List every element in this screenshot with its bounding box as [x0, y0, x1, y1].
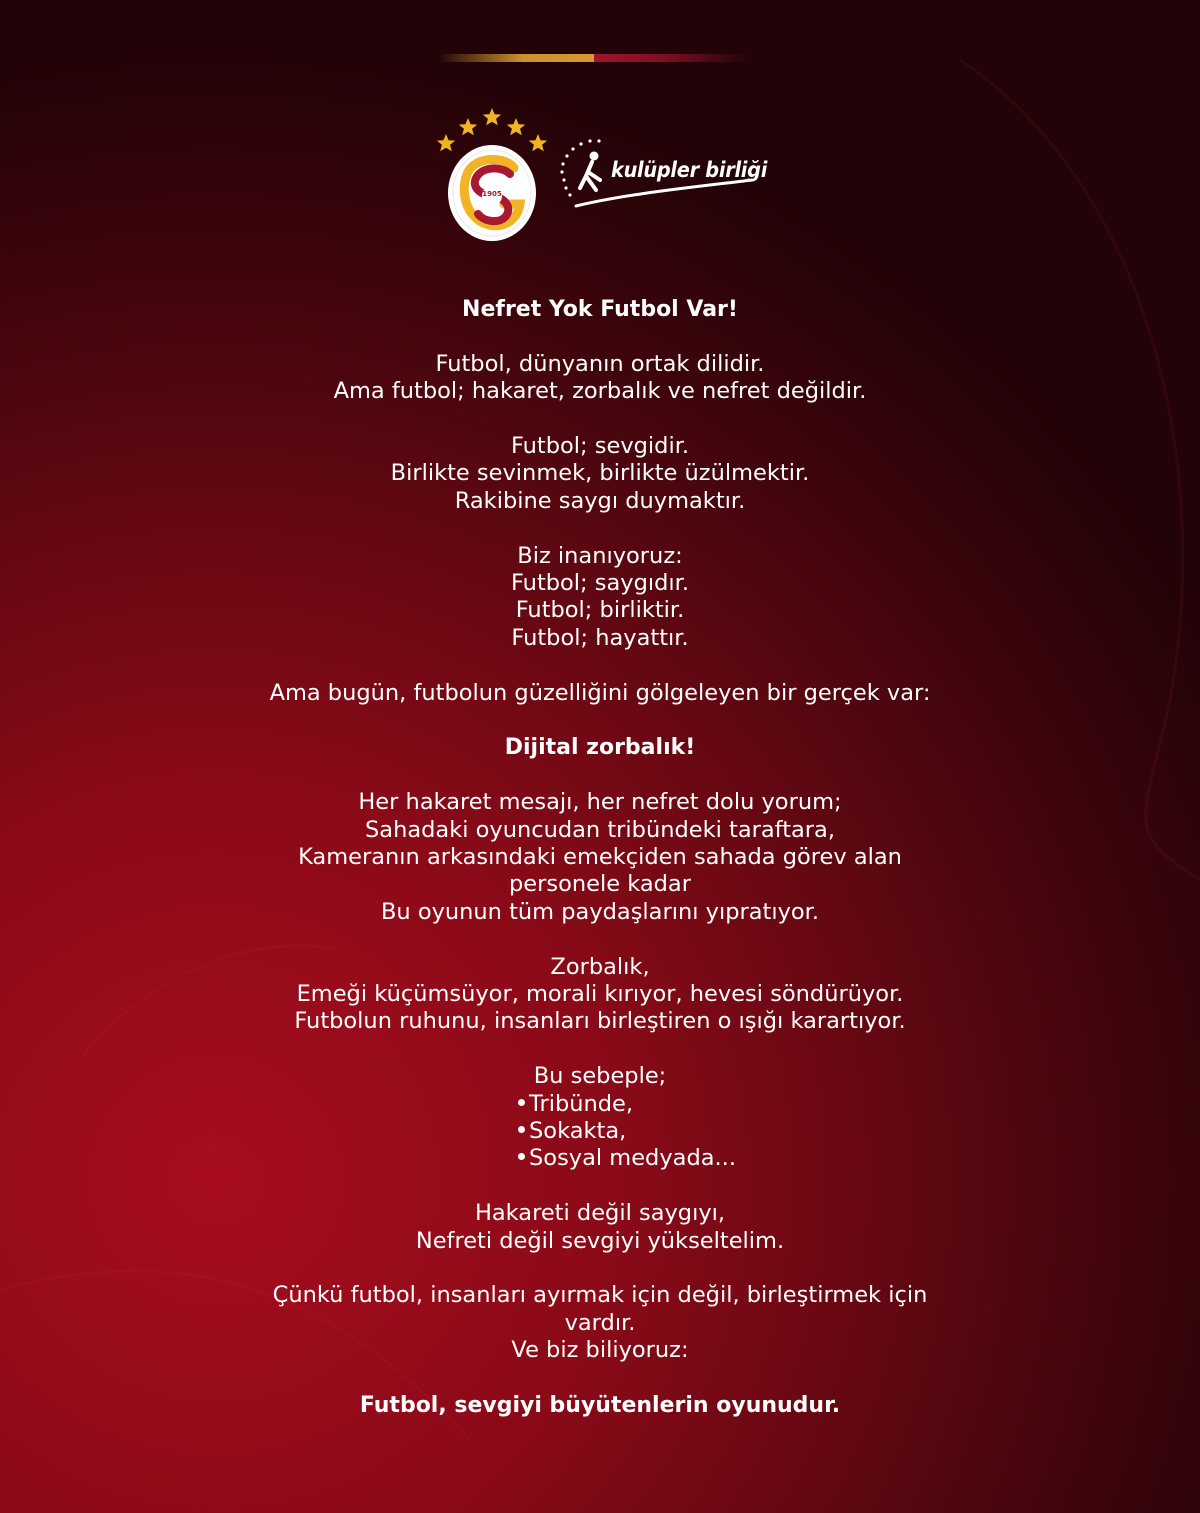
text-line: Futbol; saygıdır. [510, 570, 690, 597]
paragraph-7 [150, 1063, 1050, 1173]
text-line: Futbol; birliktir. [515, 597, 685, 624]
closing-line: Futbol, sevgiyi büyütenlerin oyunudur. [359, 1393, 841, 1419]
text-line: Futbol; hayattır. [511, 624, 689, 651]
bullet-list [518, 1091, 736, 1173]
text-line: Bu sebeple; [533, 1063, 667, 1090]
paragraph-3 [150, 543, 1050, 653]
text-line: Ama bugün, futbolun güzelliğini gölgeleyen bir gerçek var: [269, 679, 931, 706]
galatasaray-crest-icon [434, 104, 550, 244]
top-accent-bar [438, 54, 750, 62]
galatasaray-year: 1905 [482, 190, 502, 198]
text-line: Futbolun ruhunu, insanları birleştiren o ışığı karartıyor. [294, 1008, 906, 1035]
statement-title: Nefret Yok Futbol Var! [462, 297, 738, 322]
text-line: Futbol, dünyanın ortak dilidir. [435, 350, 765, 377]
paragraph-2 [150, 433, 1050, 515]
text-line: Birlikte sevinmek, birlikte üzülmektir. [390, 460, 810, 487]
accent-bar-red [594, 54, 750, 62]
text-line: Sahadaki oyuncudan tribündeki taraftara, [365, 816, 835, 843]
list-item: Sosyal medyada... [518, 1145, 736, 1172]
text-line: Kameranın arkasındaki emekçiden sahada görev alan [298, 844, 902, 871]
list-item: Sokakta, [518, 1118, 736, 1145]
paragraph-6 [150, 954, 1050, 1036]
text-line: Biz inanıyoruz: [517, 542, 683, 569]
text-line: Hakareti değil saygıyı, [474, 1200, 726, 1227]
paragraph-1 [150, 351, 1050, 406]
text-line: personele kadar [509, 871, 691, 898]
paragraph-8 [150, 1200, 1050, 1255]
text-line: Ama futbol; hakaret, zorbalık ve nefret değildir. [333, 378, 867, 405]
bullet-icon [518, 1099, 525, 1106]
paragraph-5 [150, 789, 1050, 926]
statement-body [150, 296, 1050, 1419]
paragraph-4 [150, 680, 1050, 707]
bullet-icon [518, 1126, 525, 1133]
text-line: vardır. [564, 1309, 636, 1336]
text-line: Zorbalık, [550, 953, 650, 980]
accent-bar-gold [438, 54, 594, 62]
text-line: Emeği küçümsüyor, morali kırıyor, hevesi söndürüyor. [296, 981, 904, 1008]
text-line: Ve biz biliyoruz: [511, 1337, 689, 1364]
text-line: Rakibine saygı duymaktır. [454, 487, 746, 514]
list-item: Tribünde, [518, 1091, 736, 1118]
text-line: Çünkü futbol, insanları ayırmak için değil, birleştirmek için [272, 1282, 928, 1309]
kulupler-birligi-wordmark: kulüpler birliği [611, 158, 768, 182]
paragraph-9 [150, 1282, 1050, 1364]
text-line: Her hakaret mesajı, her nefret dolu yorum; [358, 789, 842, 816]
text-line: Bu oyunun tüm paydaşlarını yıpratıyor. [380, 898, 820, 925]
text-line: Nefreti değil sevgiyi yükseltelim. [415, 1227, 785, 1254]
bullet-icon [518, 1153, 525, 1160]
text-line: Futbol; sevgidir. [510, 433, 690, 459]
emphasis-heading: Dijital zorbalık! [504, 735, 696, 761]
